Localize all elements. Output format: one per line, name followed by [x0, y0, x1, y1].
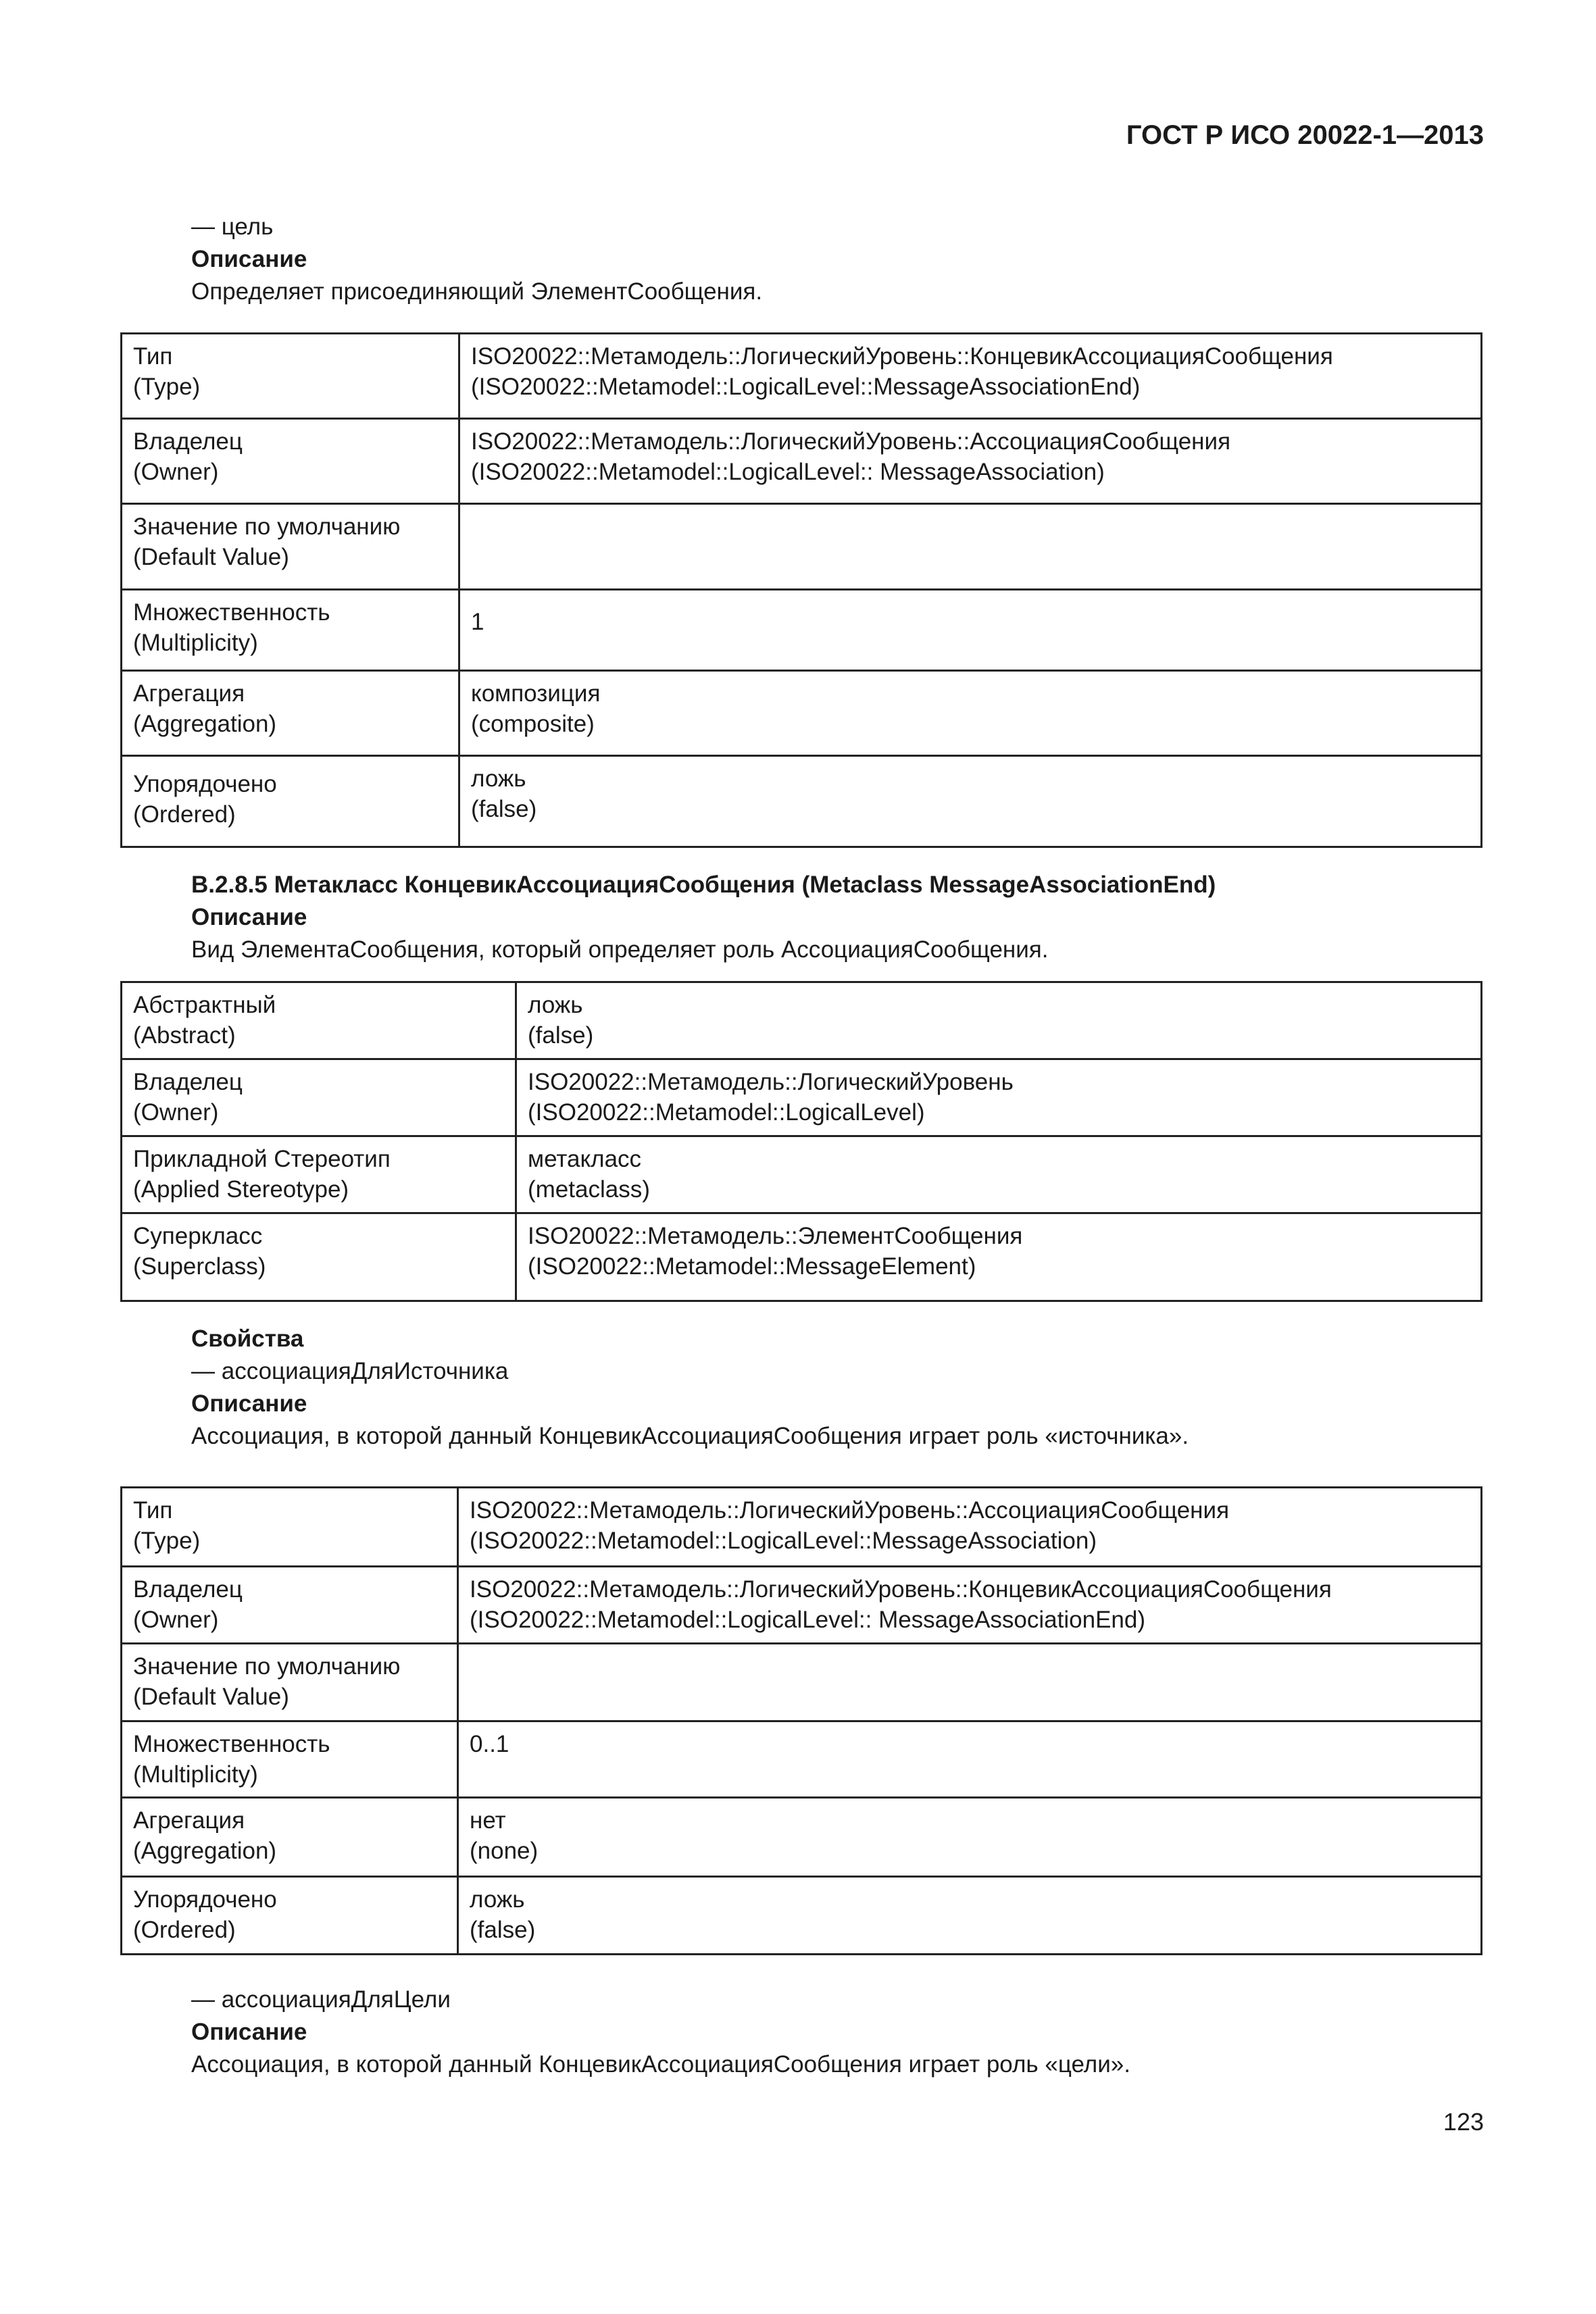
table-value-cell	[459, 756, 1482, 847]
key-ru: Прикладной Стереотип	[133, 1146, 391, 1172]
table-row	[122, 1488, 1482, 1567]
value-ru: нет	[470, 1807, 506, 1834]
table-row	[122, 419, 1482, 504]
key-ru: Значение по умолчанию	[133, 513, 401, 540]
props-desc-text: Ассоциация, в которой данный КонцевикАссоциацияСообщения играет роль «источника».	[191, 1423, 1189, 1449]
value-en: (ISO20022::Metamodel::LogicalLevel)	[528, 1099, 925, 1126]
table-value-cell	[458, 1721, 1482, 1798]
table-value-cell	[459, 590, 1482, 671]
intro-desc-text: Определяет присоединяющий ЭлементСообщения.	[191, 278, 763, 305]
intro-item: — цель	[191, 213, 274, 240]
table-value-cell	[458, 1798, 1482, 1877]
table-value-cell	[459, 671, 1482, 756]
table-row	[122, 1567, 1482, 1644]
key-en: (Type)	[133, 374, 201, 400]
table-key-cell	[122, 1136, 516, 1213]
key-en: (Multiplicity)	[133, 630, 258, 656]
section-heading: B.2.8.5 Метакласс КонцевикАссоциацияСообщения (Metaclass MessageAssociationEnd)	[191, 872, 1216, 898]
table-row	[122, 504, 1482, 590]
value-ru: ложь	[528, 992, 583, 1018]
outro-desc-heading: Описание	[191, 2019, 307, 2045]
intro-desc-heading: Описание	[191, 246, 307, 272]
value-ru: ISO20022::Метамодель::ЛогическийУровень	[528, 1069, 1014, 1095]
table-value-cell	[516, 982, 1482, 1059]
intro-block	[191, 211, 1482, 308]
table-value-cell	[459, 334, 1482, 419]
table-key-cell	[122, 1798, 458, 1877]
table-value-cell	[458, 1567, 1482, 1644]
key-en: (Aggregation)	[133, 711, 277, 737]
table-key-cell	[122, 334, 459, 419]
table-value-cell	[459, 504, 1482, 590]
props-desc-heading: Описание	[191, 1390, 307, 1417]
key-ru: Владелец	[133, 1069, 243, 1095]
key-en: (Owner)	[133, 459, 219, 485]
props-heading: Свойства	[191, 1326, 304, 1352]
table-key-cell	[122, 1567, 458, 1644]
table-value-cell	[458, 1877, 1482, 1955]
props-item: — ассоциацияДляИсточника	[191, 1358, 509, 1384]
table-row	[122, 1644, 1482, 1721]
table-key-cell	[122, 756, 459, 847]
value-ru: ISO20022::Метамодель::ЛогическийУровень::КонцевикАссоциацияСообщения	[470, 1576, 1332, 1603]
properties-table-1	[120, 332, 1482, 848]
table-key-cell	[122, 1644, 458, 1721]
value-ru: ISO20022::Метамодель::ЛогическийУровень::КонцевикАссоциацияСообщения	[471, 343, 1333, 370]
value-en: (metaclass)	[528, 1176, 650, 1203]
key-ru: Тип	[133, 343, 173, 370]
properties-block	[191, 1323, 1482, 1453]
table-row	[122, 1136, 1482, 1213]
value-ru: 0..1	[470, 1731, 509, 1757]
key-ru: Тип	[133, 1497, 173, 1524]
table-row	[122, 671, 1482, 756]
value-ru: ложь	[470, 1886, 525, 1913]
table-value-cell	[459, 419, 1482, 504]
table-row	[122, 1877, 1482, 1955]
table-row	[122, 1213, 1482, 1301]
properties-table-2	[120, 981, 1482, 1302]
value-en: (ISO20022::Metamodel::MessageElement)	[528, 1253, 976, 1280]
key-en: (Ordered)	[133, 1917, 236, 1943]
key-ru: Множественность	[133, 599, 330, 626]
key-en: (Aggregation)	[133, 1838, 277, 1864]
value-ru: композиция	[471, 680, 601, 707]
table-value-cell	[516, 1136, 1482, 1213]
table-row	[122, 334, 1482, 419]
table-key-cell	[122, 1213, 516, 1301]
outro-block	[191, 1984, 1482, 2081]
table-key-cell	[122, 419, 459, 504]
table-value-cell	[458, 1488, 1482, 1567]
value-en: (ISO20022::Metamodel::LogicalLevel:: MessageAssociation)	[471, 459, 1105, 485]
document-header: ГОСТ Р ИСО 20022-1—2013	[1126, 120, 1484, 150]
table-row	[122, 1798, 1482, 1877]
key-en: (Default Value)	[133, 1684, 289, 1710]
value-en: (ISO20022::Metamodel::LogicalLevel::MessageAssociation)	[470, 1528, 1097, 1554]
key-ru: Упорядочено	[133, 771, 277, 797]
key-en: (Abstract)	[133, 1022, 236, 1049]
table-row	[122, 590, 1482, 671]
value-ru: ISO20022::Метамодель::ЭлементСообщения	[528, 1223, 1023, 1249]
table-key-cell	[122, 1721, 458, 1798]
value-en: (ISO20022::Metamodel::LogicalLevel:: MessageAssociationEnd)	[470, 1607, 1145, 1633]
key-ru: Владелец	[133, 1576, 243, 1603]
table-value-cell	[458, 1644, 1482, 1721]
key-ru: Суперкласс	[133, 1223, 263, 1249]
value-ru: 1	[471, 609, 484, 635]
properties-table-3	[120, 1486, 1482, 1955]
key-ru: Множественность	[133, 1731, 330, 1757]
key-ru: Значение по умолчанию	[133, 1653, 401, 1680]
value-en: (false)	[470, 1917, 536, 1943]
key-en: (Owner)	[133, 1607, 219, 1633]
value-en: (false)	[471, 796, 537, 822]
key-ru: Агрегация	[133, 680, 245, 707]
outro-item: — ассоциацияДляЦели	[191, 1986, 451, 2013]
value-en: (none)	[470, 1838, 539, 1864]
key-en: (Type)	[133, 1528, 201, 1554]
table-row	[122, 756, 1482, 847]
section-desc-text: Вид ЭлементаСообщения, который определяет роль АссоциацияСообщения.	[191, 936, 1049, 963]
section-block	[191, 869, 1482, 966]
value-en: (ISO20022::Metamodel::LogicalLevel::MessageAssociationEnd)	[471, 374, 1141, 400]
key-en: (Ordered)	[133, 801, 236, 828]
key-en: (Multiplicity)	[133, 1761, 258, 1788]
value-ru: ISO20022::Метамодель::ЛогическийУровень::АссоциацияСообщения	[470, 1497, 1230, 1524]
table-row	[122, 1059, 1482, 1136]
key-en: (Owner)	[133, 1099, 219, 1126]
table-key-cell	[122, 1488, 458, 1567]
key-ru: Владелец	[133, 428, 243, 455]
table-value-cell	[516, 1213, 1482, 1301]
table-key-cell	[122, 671, 459, 756]
value-en: (composite)	[471, 711, 595, 737]
value-ru: ISO20022::Метамодель::ЛогическийУровень::АссоциацияСообщения	[471, 428, 1231, 455]
table-value-cell	[516, 1059, 1482, 1136]
key-en: (Superclass)	[133, 1253, 266, 1280]
table-key-cell	[122, 590, 459, 671]
value-ru: метакласс	[528, 1146, 642, 1172]
table-key-cell	[122, 1059, 516, 1136]
section-desc-heading: Описание	[191, 904, 307, 930]
table-row	[122, 1721, 1482, 1798]
table-key-cell	[122, 1877, 458, 1955]
table-key-cell	[122, 504, 459, 590]
key-en: (Default Value)	[133, 544, 289, 570]
outro-desc-text: Ассоциация, в которой данный КонцевикАссоциацияСообщения играет роль «цели».	[191, 2051, 1130, 2078]
key-ru: Агрегация	[133, 1807, 245, 1834]
table-row	[122, 982, 1482, 1059]
key-ru: Абстрактный	[133, 992, 276, 1018]
page-number: 123	[1443, 2108, 1484, 2136]
value-ru: ложь	[471, 765, 526, 792]
key-ru: Упорядочено	[133, 1886, 277, 1913]
table-key-cell	[122, 982, 516, 1059]
key-en: (Applied Stereotype)	[133, 1176, 349, 1203]
value-en: (false)	[528, 1022, 594, 1049]
